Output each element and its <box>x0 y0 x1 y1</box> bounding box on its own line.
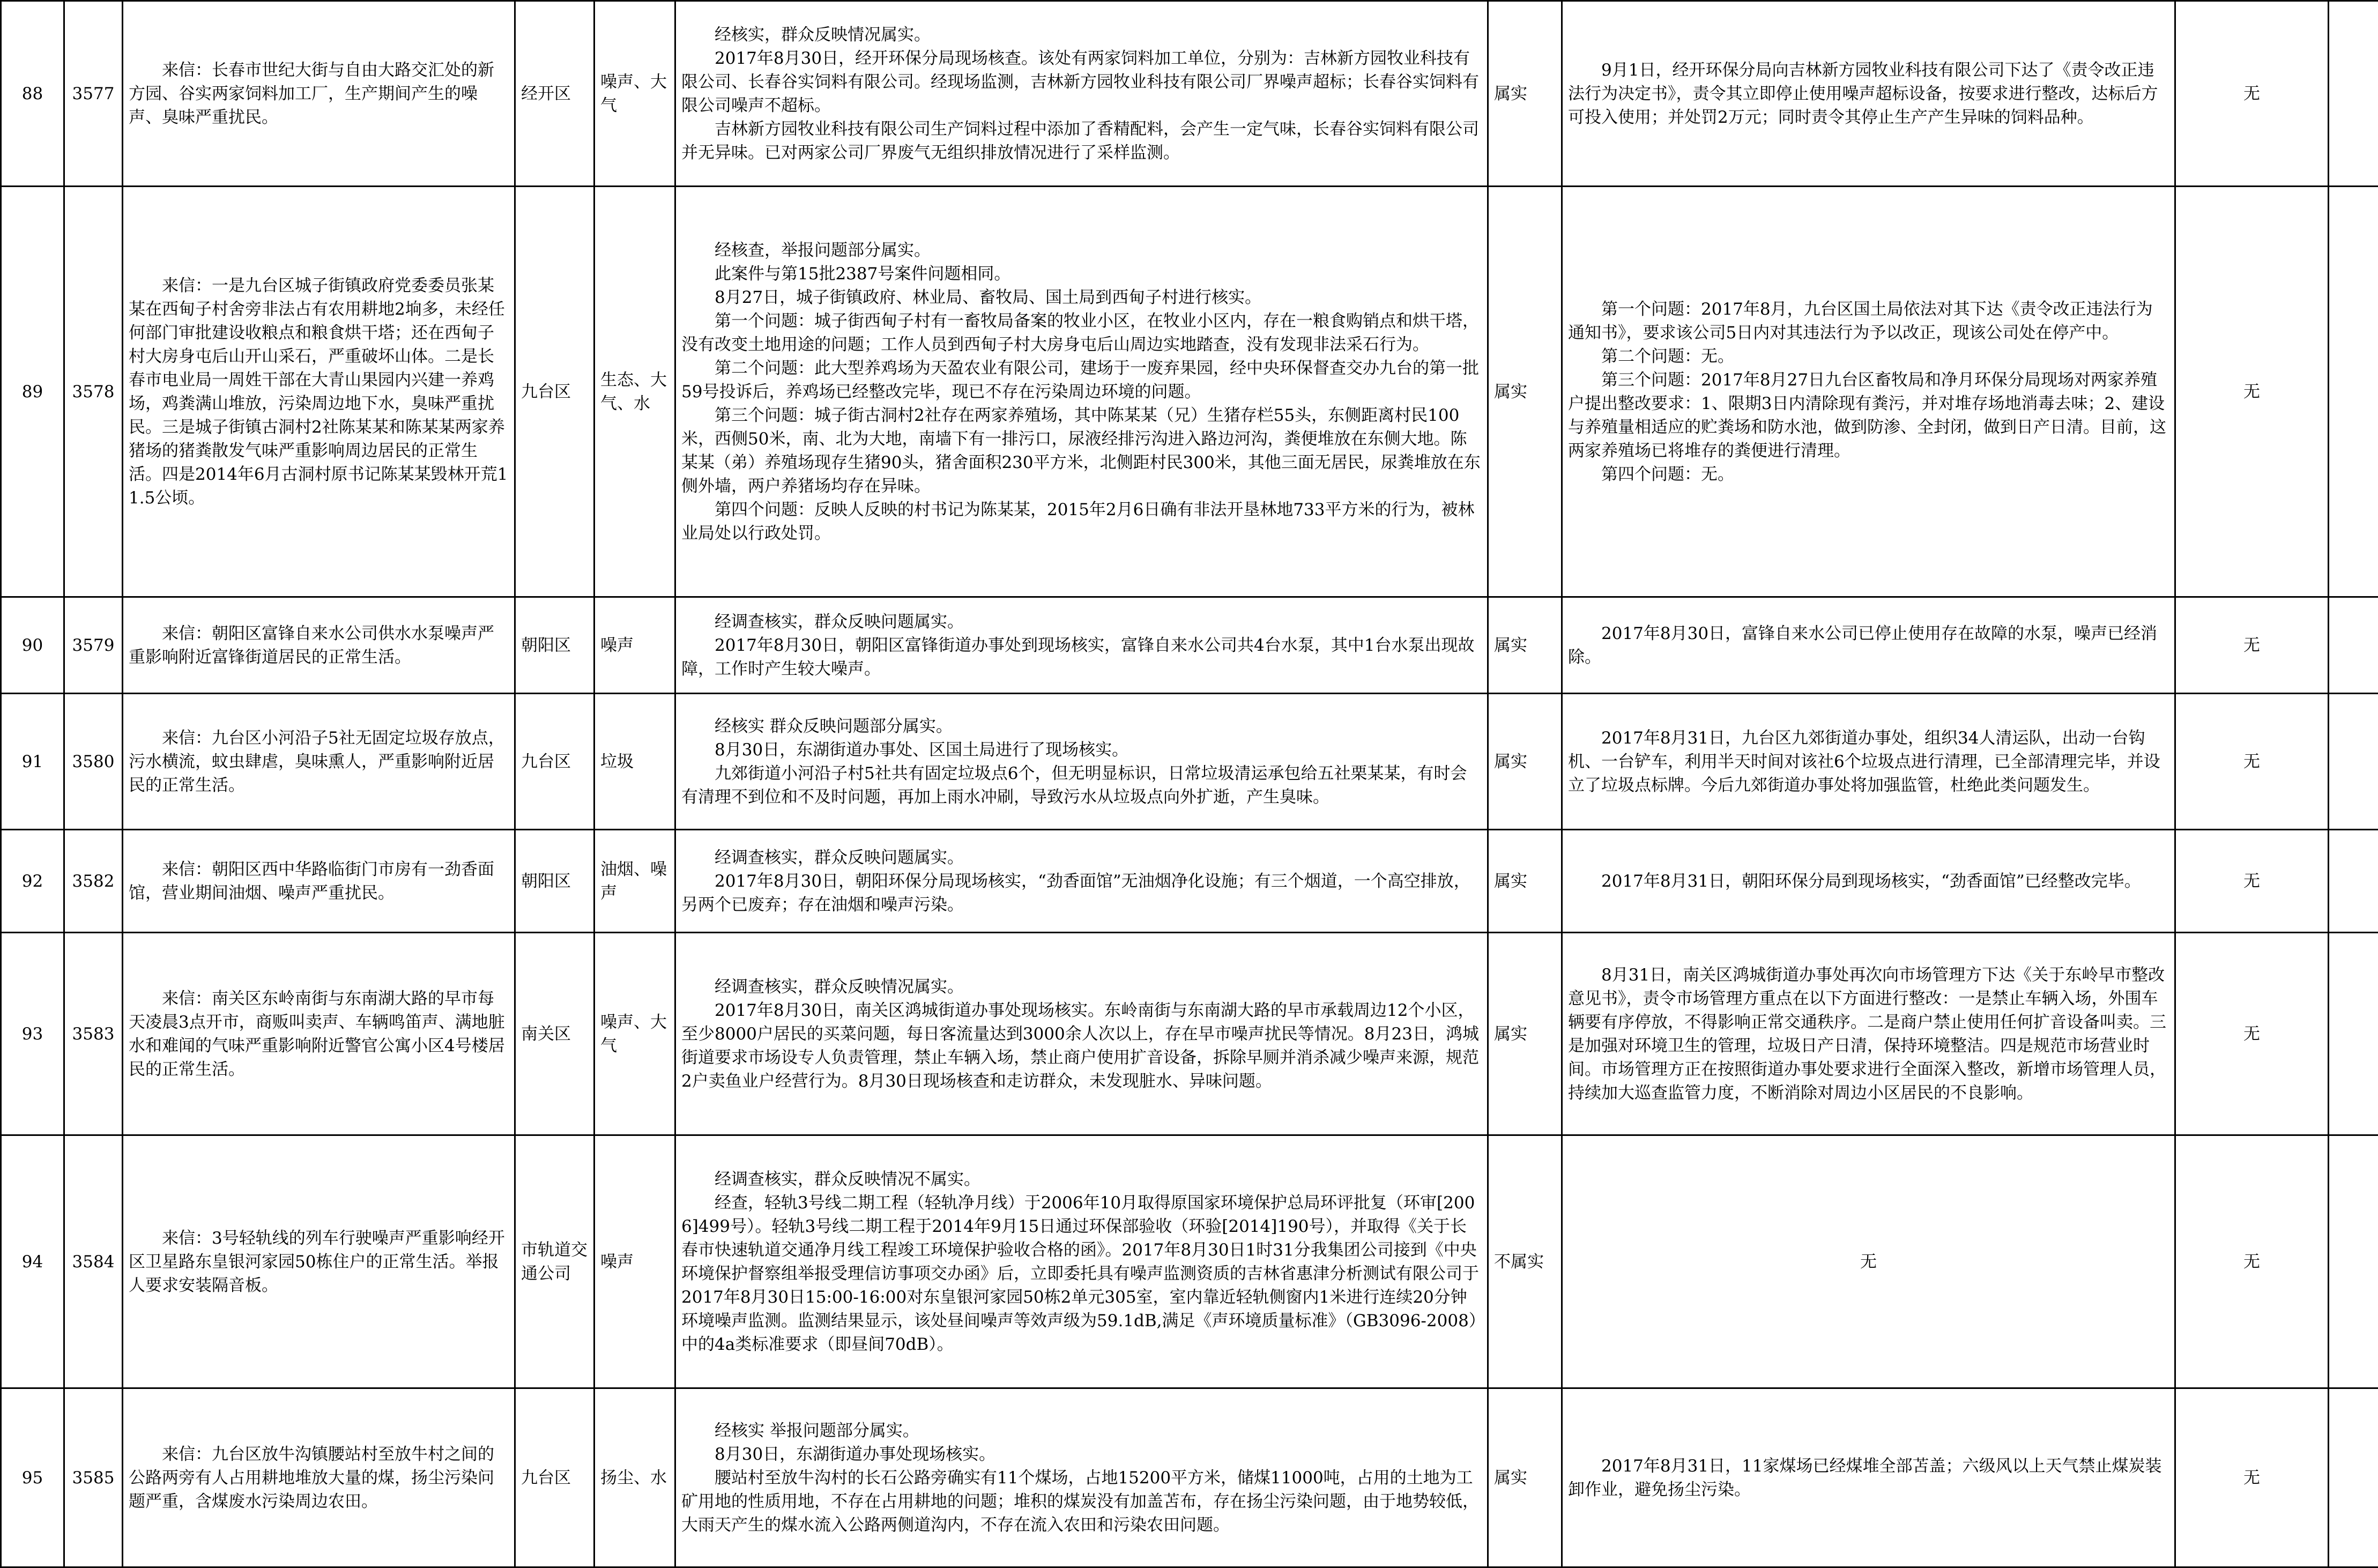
complaint-cell <box>123 1135 515 1388</box>
pollution-type-cell: 垃圾 <box>594 694 675 830</box>
verdict-cell: 属实 <box>1488 933 1562 1135</box>
investigation-cell-paragraph: 此案件与第15批2387号案件问题相同。 <box>681 262 1482 286</box>
row-number-cell: 94 <box>1 1135 64 1388</box>
investigation-cell-paragraph: 8月30日，东湖街道办事处、区国土局进行了现场核实。 <box>681 738 1482 762</box>
accountability-cell: 无 <box>2175 1388 2329 1567</box>
verdict-cell: 属实 <box>1488 597 1562 694</box>
complaint-cell <box>123 1388 515 1567</box>
row-number-cell: 91 <box>1 694 64 830</box>
case-id-cell: 3577 <box>64 1 123 187</box>
district-cell: 九台区 <box>515 187 594 597</box>
accountability-cell: 无 <box>2175 694 2329 830</box>
investigation-cell-paragraph: 经调查核实，群众反映情况不属实。 <box>681 1168 1482 1191</box>
handling-cell-paragraph: 第四个问题：无。 <box>1568 463 2169 486</box>
investigation-cell <box>675 830 1488 933</box>
extra-cell <box>2329 187 2378 597</box>
handling-cell-paragraph: 第二个问题：无。 <box>1568 345 2169 368</box>
case-id-cell: 3585 <box>64 1388 123 1567</box>
pollution-type-cell: 噪声 <box>594 1135 675 1388</box>
handling-cell-paragraph: 第一个问题：2017年8月，九台区国土局依法对其下达《责令改正违法行为通知书》，要求该公司5日内对其违法行为予以改正，现该公司处在停产中。 <box>1568 298 2169 345</box>
investigation-cell-paragraph: 经查，轻轨3号线二期工程（轻轨净月线）于2006年10月取得原国家环境保护总局环评批复（环审[2006]499号）。轻轨3号线二期工程于2014年9月15日通过环保部验收（环验[2014]190号），并取得《关于长春市快速轨道交通净月线工程竣工环境保护验收合格的函》。2017年8月30日1时31分我集团公司接到《中央环境保护督察组举报受理信访事项交办函》后，立即委托具有噪声监测资质的吉林省惠津分析测试有限公司于2017年8月30日15:00-16:00对东皇银河家园50栋2单元305室，室内靠近轻轨侧窗内1米进行连续20分钟环境噪声监测。监测结果显示，该处昼间噪声等效声级为59.1dB,满足《声环境质量标准》（GB3096-2008）中的4a类标准要求（即昼间70dB）。 <box>681 1191 1482 1356</box>
district-cell: 南关区 <box>515 933 594 1135</box>
investigation-cell-paragraph: 经核实 举报问题部分属实。 <box>681 1419 1482 1443</box>
table-row <box>1 1135 2378 1388</box>
case-id-cell: 3578 <box>64 187 123 597</box>
pollution-type-cell: 扬尘、水 <box>594 1388 675 1567</box>
extra-cell <box>2329 1388 2378 1567</box>
table-row <box>1 694 2378 830</box>
handling-cell-paragraph: 2017年8月31日，九台区九郊街道办事处，组织34人清运队，出动一台钩机、一台铲车，利用半天时间对该社6个垃圾点进行清理，已全部清理完毕，并设立了垃圾点标牌。今后九郊街道办事处将加强监管，杜绝此类问题发生。 <box>1568 726 2169 797</box>
handling-cell-paragraph: 2017年8月31日，11家煤场已经煤堆全部苫盖；六级风以上天气禁止煤炭装卸作业，避免扬尘污染。 <box>1568 1454 2169 1502</box>
investigation-cell <box>675 1 1488 187</box>
handling-cell <box>1562 187 2175 597</box>
handling-cell <box>1562 1 2175 187</box>
investigation-cell-paragraph: 第二个问题：此大型养鸡场为天盈农业有限公司，建场于一废弃果园，经中央环保督查交办九台的第一批59号投诉后，养鸡场已经整改完毕，现已不存在污染周边环境的问题。 <box>681 356 1482 404</box>
investigation-cell-paragraph: 经核查，举报问题部分属实。 <box>681 239 1482 262</box>
accountability-cell: 无 <box>2175 597 2329 694</box>
investigation-cell-paragraph: 2017年8月30日，南关区鸿城街道办事处现场核实。东岭南街与东南湖大路的早市承载周边12个小区，至少8000户居民的买菜问题，每日客流量达到3000余人次以上，存在早市噪声扰民等情况。8月23日，鸿城街道要求市场设专人负责管理，禁止车辆入场，禁止商户使用扩音设备，拆除早厕并消杀减少噪声来源，规范2户卖鱼业户经营行为。8月30日现场核查和走访群众，未发现脏水、异味问题。 <box>681 999 1482 1093</box>
verdict-cell: 属实 <box>1488 1 1562 187</box>
investigation-cell <box>675 187 1488 597</box>
handling-cell <box>1562 597 2175 694</box>
investigation-cell <box>675 1388 1488 1567</box>
handling-cell-paragraph: 2017年8月30日，富锋自来水公司已停止使用存在故障的水泵，噪声已经消除。 <box>1568 622 2169 669</box>
extra-cell <box>2329 830 2378 933</box>
investigation-cell <box>675 933 1488 1135</box>
row-number-cell: 95 <box>1 1388 64 1567</box>
accountability-cell: 无 <box>2175 1135 2329 1388</box>
pollution-type-cell: 噪声、大气 <box>594 933 675 1135</box>
handling-cell-paragraph: 9月1日，经开环保分局向吉林新方园牧业科技有限公司下达了《责令改正违法行为决定书》，责令其立即停止使用噪声超标设备，按要求进行整改，达标后方可投入使用；并处罚2万元；同时责令其停止生产产生异味的饲料品种。 <box>1568 58 2169 129</box>
extra-cell <box>2329 933 2378 1135</box>
district-cell: 经开区 <box>515 1 594 187</box>
case-id-cell: 3579 <box>64 597 123 694</box>
case-id-cell: 3582 <box>64 830 123 933</box>
verdict-cell: 属实 <box>1488 1388 1562 1567</box>
complaint-cell <box>123 933 515 1135</box>
investigation-cell <box>675 597 1488 694</box>
investigation-cell-paragraph: 吉林新方园牧业科技有限公司生产饲料过程中添加了香精配料，会产生一定气味，长春谷实饲料有限公司并无异味。已对两家公司厂界废气无组织排放情况进行了采样监测。 <box>681 117 1482 165</box>
extra-cell <box>2329 1135 2378 1388</box>
handling-cell <box>1562 694 2175 830</box>
row-number-cell: 89 <box>1 187 64 597</box>
investigation-cell-paragraph: 2017年8月30日，朝阳环保分局现场核实，“劲香面馆”无油烟净化设施；有三个烟道，一个高空排放，另两个已废弃；存在油烟和噪声污染。 <box>681 870 1482 917</box>
accountability-cell: 无 <box>2175 830 2329 933</box>
investigation-cell-paragraph: 九郊街道小河沿子村5社共有固定垃圾点6个，但无明显标识，日常垃圾清运承包给五社栗某某，有时会有清理不到位和不及时问题，再加上雨水冲刷，导致污水从垃圾点向外扩逝，产生臭味。 <box>681 762 1482 809</box>
investigation-cell-paragraph: 8月27日，城子街镇政府、林业局、畜牧局、国土局到西甸子村进行核实。 <box>681 286 1482 309</box>
complaint-text: 来信：九台区小河沿子5社无固定垃圾存放点，污水横流，蚊虫肆虐，臭味熏人，严重影响附近居民的正常生活。 <box>129 726 509 797</box>
district-cell: 朝阳区 <box>515 597 594 694</box>
investigation-cell-paragraph: 经调查核实，群众反映问题属实。 <box>681 846 1482 870</box>
handling-cell <box>1562 830 2175 933</box>
investigation-cell-paragraph: 第一个问题：城子街西甸子村有一畜牧局备案的牧业小区，在牧业小区内，存在一粮食购销点和烘干塔，没有改变土地用途的问题；工作人员到西甸子村大房身屯后山周边实地踏查，没有发现非法采石行为。 <box>681 309 1482 356</box>
complaint-cell <box>123 694 515 830</box>
complaint-cell <box>123 187 515 597</box>
pollution-type-cell: 噪声 <box>594 597 675 694</box>
handling-cell <box>1562 933 2175 1135</box>
handling-cell-paragraph: 第三个问题：2017年8月27日九台区畜牧局和净月环保分局现场对两家养殖户提出整改要求：1、限期3日内清除现有粪污，并对堆存场地消毒去味；2、建设与养殖量相适应的贮粪场和防水池，做到防渗、全封闭，做到日产日清。目前，这两家养殖场已将堆存的粪便进行清理。 <box>1568 368 2169 463</box>
handling-cell-paragraph: 8月31日，南关区鸿城街道办事处再次向市场管理方下达《关于东岭早市整改意见书》，责令市场管理方重点在以下方面进行整改：一是禁止车辆入场，外围车辆要有序停放，不得影响正常交通秩序。二是商户禁止使用任何扩音设备叫卖。三是加强对环境卫生的管理，垃圾日产日清，保持环境整洁。四是规范市场营业时间。市场管理方正在按照街道办事处要求进行全面深入整改，新增市场管理人员，持续加大巡查监管力度，不断消除对周边小区居民的不良影响。 <box>1568 963 2169 1105</box>
investigation-cell-paragraph: 腰站村至放牛沟村的长石公路旁确实有11个煤场，占地15200平方米，储煤11000吨，占用的土地为工矿用地的性质用地，不存在占用耕地的问题；堆积的煤炭没有加盖苫布，存在扬尘污染问题，由于地势较低，大雨天产生的煤水流入公路两侧道沟内，不存在流入农田和污染农田问题。 <box>681 1466 1482 1537</box>
row-number-cell: 88 <box>1 1 64 187</box>
verdict-cell: 不属实 <box>1488 1135 1562 1388</box>
complaint-text: 来信：南关区东岭南街与东南湖大路的早市每天凌晨3点开市，商贩叫卖声、车辆鸣笛声、满地脏水和难闻的气味严重影响附近警官公寓小区4号楼居民的正常生活。 <box>129 987 509 1081</box>
handling-cell-paragraph: 2017年8月31日，朝阳环保分局到现场核实，“劲香面馆”已经整改完毕。 <box>1568 870 2169 893</box>
verdict-cell: 属实 <box>1488 830 1562 933</box>
complaint-cell <box>123 597 515 694</box>
table-row <box>1 1388 2378 1567</box>
investigation-cell-paragraph: 2017年8月30日，经开环保分局现场核查。该处有两家饲料加工单位，分别为：吉林新方园牧业科技有限公司、长春谷实饲料有限公司。经现场监测，吉林新方园牧业科技有限公司厂界噪声超标；长春谷实饲料有限公司噪声不超标。 <box>681 47 1482 117</box>
investigation-cell <box>675 1135 1488 1388</box>
table-row <box>1 1 2378 187</box>
table-row <box>1 597 2378 694</box>
pollution-type-cell: 生态、大气、水 <box>594 187 675 597</box>
verdict-cell: 属实 <box>1488 187 1562 597</box>
case-id-cell: 3584 <box>64 1135 123 1388</box>
investigation-cell <box>675 694 1488 830</box>
handling-cell <box>1562 1388 2175 1567</box>
accountability-cell: 无 <box>2175 187 2329 597</box>
complaint-cell <box>123 1 515 187</box>
investigation-cell-paragraph: 2017年8月30日，朝阳区富锋街道办事处到现场核实，富锋自来水公司共4台水泵，其中1台水泵出现故障，工作时产生较大噪声。 <box>681 634 1482 681</box>
complaint-cell <box>123 830 515 933</box>
district-cell: 九台区 <box>515 1388 594 1567</box>
extra-cell <box>2329 694 2378 830</box>
investigation-cell-paragraph: 8月30日，东湖街道办事处现场核实。 <box>681 1443 1482 1466</box>
table-row <box>1 187 2378 597</box>
complaint-text: 来信：3号轻轨线的列车行驶噪声严重影响经开区卫星路东皇银河家园50栋住户的正常生活。举报人要求安装隔音板。 <box>129 1227 509 1297</box>
accountability-cell: 无 <box>2175 1 2329 187</box>
verdict-cell: 属实 <box>1488 694 1562 830</box>
table-body <box>1 1 2378 1567</box>
complaint-text: 来信：朝阳区西中华路临街门市房有一劲香面馆，营业期间油烟、噪声严重扰民。 <box>129 858 509 905</box>
row-number-cell: 93 <box>1 933 64 1135</box>
extra-cell <box>2329 597 2378 694</box>
table-row <box>1 933 2378 1135</box>
pollution-type-cell: 噪声、大气 <box>594 1 675 187</box>
complaint-text: 来信：九台区放牛沟镇腰站村至放牛村之间的公路两旁有人占用耕地堆放大量的煤，扬尘污染问题严重，含煤废水污染周边农田。 <box>129 1443 509 1513</box>
complaint-text: 来信：一是九台区城子街镇政府党委委员张某某在西甸子村舍旁非法占有农用耕地2垧多，未经任何部门审批建设收粮点和粮食烘干塔；还在西甸子村大房身屯后山开山采石，严重破坏山体。二是长春市电业局一周姓干部在大青山果园内兴建一养鸡场，鸡粪满山堆放，污染周边地下水，臭味严重扰民。三是城子街镇古洞村2社陈某某和陈某某两家养猪场的猪粪散发气味严重影响周边居民的正常生活。四是2014年6月古洞村原书记陈某某毁林开荒11.5公顷。 <box>129 274 509 510</box>
row-number-cell: 90 <box>1 597 64 694</box>
extra-cell <box>2329 1 2378 187</box>
complaint-text: 来信：长春市世纪大街与自由大路交汇处的新方园、谷实两家饲料加工厂，生产期间产生的噪声、臭味严重扰民。 <box>129 58 509 129</box>
district-cell: 市轨道交通公司 <box>515 1135 594 1388</box>
investigation-cell-paragraph: 第四个问题：反映人反映的村书记为陈某某，2015年2月6日确有非法开垦林地733平方米的行为，被林业局处以行政处罚。 <box>681 498 1482 545</box>
investigation-cell-paragraph: 经调查核实，群众反映情况属实。 <box>681 975 1482 999</box>
row-number-cell: 92 <box>1 830 64 933</box>
district-cell: 九台区 <box>515 694 594 830</box>
pollution-type-cell: 油烟、噪声 <box>594 830 675 933</box>
investigation-cell-paragraph: 经调查核实，群众反映问题属实。 <box>681 610 1482 634</box>
case-id-cell: 3583 <box>64 933 123 1135</box>
complaint-text: 来信：朝阳区富锋自来水公司供水水泵噪声严重影响附近富锋街道居民的正常生活。 <box>129 622 509 669</box>
investigation-cell-paragraph: 第三个问题：城子街古洞村2社存在两家养殖场，其中陈某某（兄）生猪存栏55头，东侧距离村民100米，西侧50米，南、北为大地，南墙下有一排污口，尿液经排污沟进入路边河沟，粪便堆放在东侧大地。陈某某（弟）养殖场现存生猪90头，猪舍面积230平方米，北侧距村民300米，其他三面无居民，尿粪堆放在东侧外墙，两户养猪场均存在异味。 <box>681 404 1482 498</box>
investigation-cell-paragraph: 经核实，群众反映情况属实。 <box>681 23 1482 47</box>
investigation-cell-paragraph: 经核实 群众反映问题部分属实。 <box>681 715 1482 738</box>
case-id-cell: 3580 <box>64 694 123 830</box>
accountability-cell: 无 <box>2175 933 2329 1135</box>
table-row <box>1 830 2378 933</box>
district-cell: 朝阳区 <box>515 830 594 933</box>
handling-cell: 无 <box>1562 1135 2175 1388</box>
